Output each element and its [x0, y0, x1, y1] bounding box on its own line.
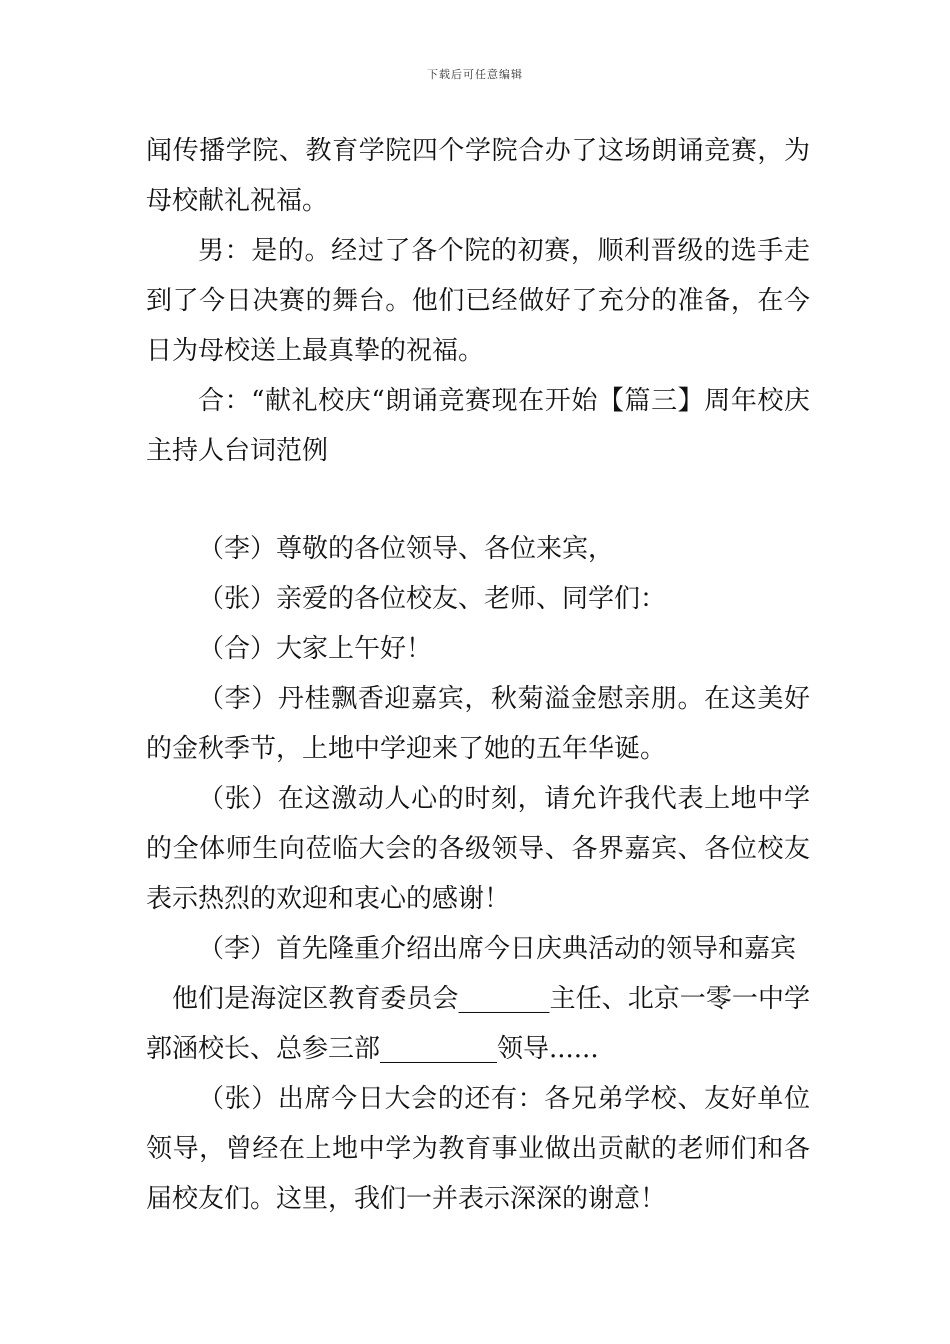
- paragraph-guests-list: 他们是海淀区教育委员会_______主任、北京一零一中学郭涵校长、总参三部_________领导......: [146, 984, 810, 1064]
- blank-gap: [146, 476, 810, 524]
- paragraph-zhang-welcome: （张）在这激动人心的时刻，请允许我代表上地中学的全体师生向莅临大会的各级领导、各界嘉宾、各位校友表示热烈的欢迎和衷心的感谢！: [146, 784, 810, 914]
- paragraph-li-autumn: （李）丹桂飘香迎嘉宾，秋菊溢金慰亲朋。在这美好的金秋季节，上地中学迎来了她的五年华诞。: [146, 684, 810, 764]
- page-header: 下载后可任意编辑: [427, 68, 523, 81]
- paragraph-li-greeting: （李）尊敬的各位领导、各位来宾，: [198, 534, 615, 564]
- paragraph-zhang-attendees: （张）出席今日大会的还有：各兄弟学校、友好单位领导，曾经在上地中学为教育事业做出贡献的老师们和各届校友们。这里，我们一并表示深深的谢意！: [146, 1084, 810, 1214]
- paragraph-together-greeting: （合）大家上午好！: [198, 634, 433, 664]
- paragraph-together-section-title: 合：“献礼校庆“朗诵竞赛现在开始【篇三】周年校庆主持人台词范例: [146, 386, 810, 466]
- paragraph-male: 男：是的。经过了各个院的初赛，顺利晋级的选手走到了今日决赛的舞台。他们已经做好了充分的准备，在今日为母校送上最真挚的祝福。: [146, 236, 810, 366]
- paragraph-zhang-greeting: （张）亲爱的各位校友、老师、同学们：: [198, 584, 667, 614]
- paragraph-intro: 闻传播学院、教育学院四个学院合办了这场朗诵竞赛，为母校献礼祝福。: [146, 136, 810, 216]
- document-body: [146, 126, 810, 1224]
- paragraph-li-introduce: （李）首先隆重介绍出席今日庆典活动的领导和嘉宾: [198, 934, 797, 964]
